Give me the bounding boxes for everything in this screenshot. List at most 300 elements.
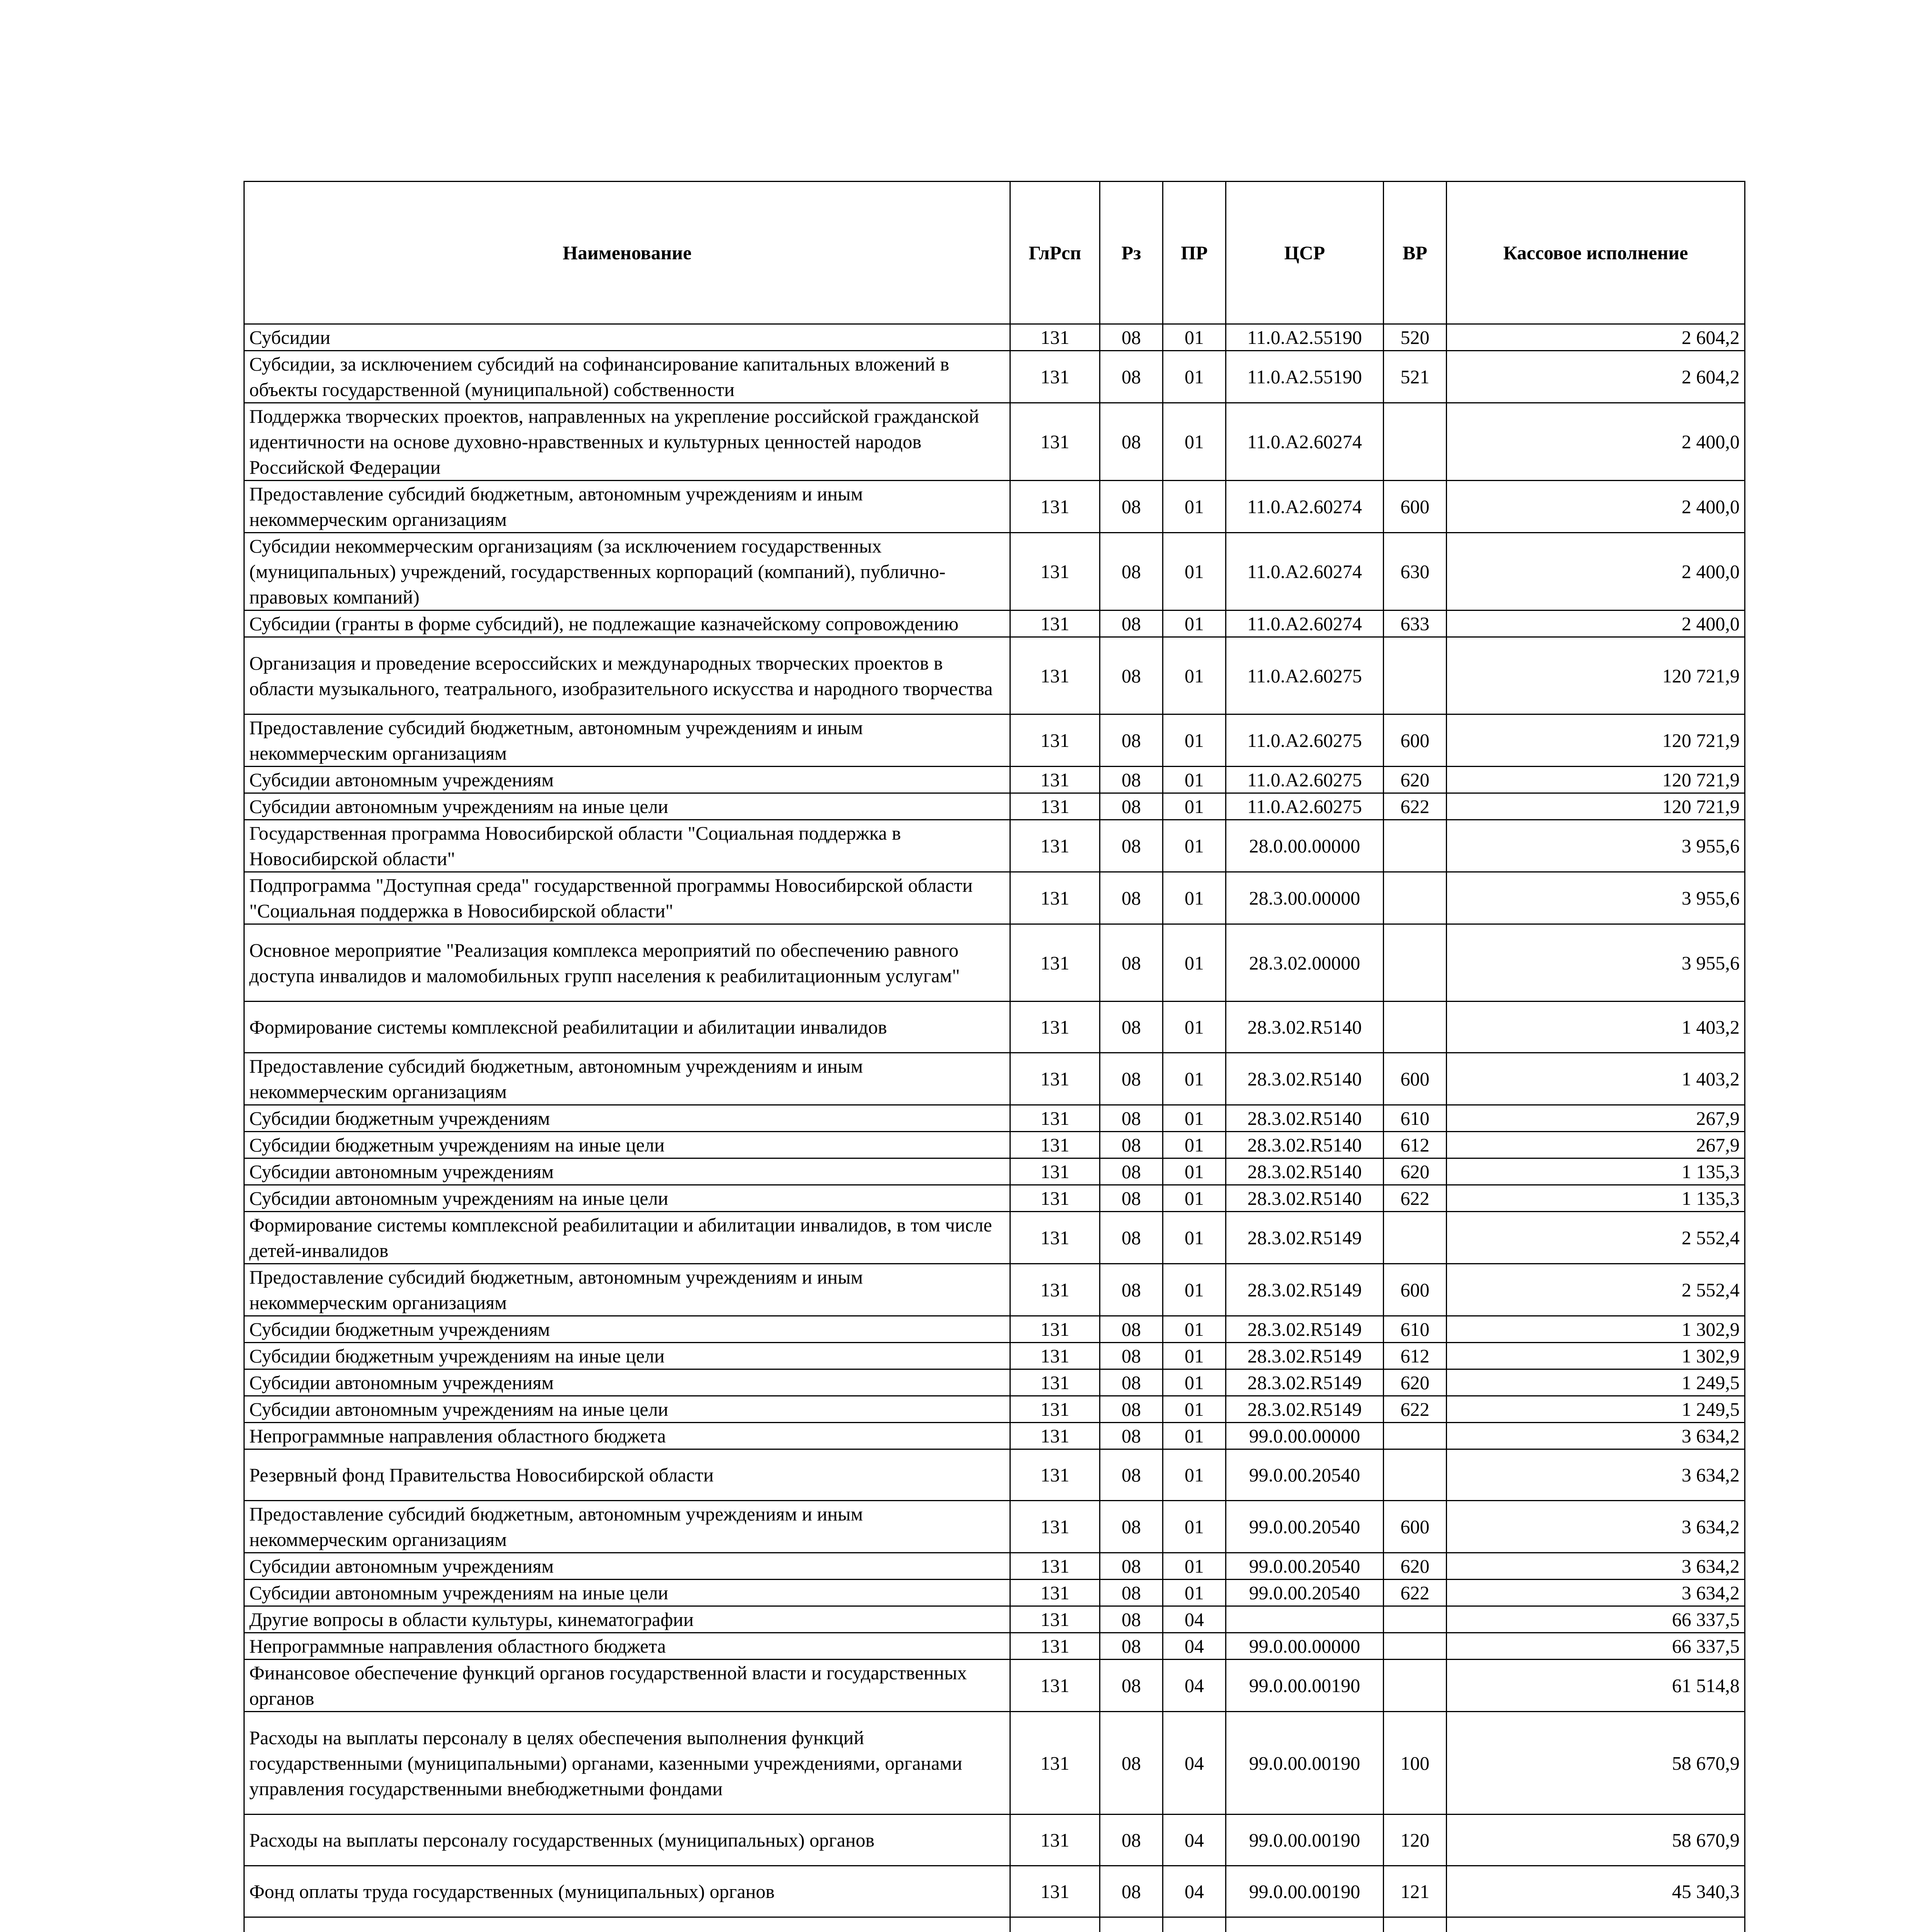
cell-name: Организация и проведение всероссийских и международных творческих проектов в области музыкального, театрального, изобразительного искусства и народного творчества (244, 637, 1010, 714)
cell-name: Предоставление субсидий бюджетным, автономным учреждениям и иным некоммерческим организациям (244, 714, 1010, 767)
cell-pr: 01 (1163, 1002, 1226, 1053)
cell-name (244, 1917, 1010, 1932)
cell-pr: 01 (1163, 351, 1226, 403)
cell-name: Другие вопросы в области культуры, кинематографии (244, 1606, 1010, 1633)
cell-csr: 28.3.02.R5149 (1226, 1396, 1384, 1423)
cell-glrsp: 131 (1010, 1815, 1100, 1866)
cell-pr: 01 (1163, 1423, 1226, 1449)
cell-vr: 100 (1384, 1712, 1447, 1815)
cell-pr: 01 (1163, 1501, 1226, 1553)
cell-vr (1384, 1606, 1447, 1633)
cell-pr: 01 (1163, 1553, 1226, 1580)
cell-pr: 01 (1163, 1580, 1226, 1606)
cell-rz: 08 (1100, 1660, 1163, 1712)
cell-pr: 01 (1163, 793, 1226, 820)
cell-csr: 28.3.02.R5149 (1226, 1316, 1384, 1343)
cell-rz: 08 (1100, 1501, 1163, 1553)
table-row (244, 1343, 1745, 1369)
cell-glrsp: 131 (1010, 1002, 1100, 1053)
header-pr: ПР (1163, 182, 1226, 324)
cell-name: Формирование системы комплексной реабилитации и абилитации инвалидов, в том числе детей-инвалидов (244, 1212, 1010, 1264)
cell-glrsp: 131 (1010, 820, 1100, 872)
table-row (244, 1132, 1745, 1158)
cell-amount: 2 552,4 (1447, 1264, 1745, 1316)
cell-amount: 3 955,6 (1447, 924, 1745, 1002)
cell-vr (1384, 1002, 1447, 1053)
cell-pr: 01 (1163, 714, 1226, 767)
table-row (244, 767, 1745, 793)
table-row (244, 1917, 1745, 1932)
cell-vr: 612 (1384, 1132, 1447, 1158)
cell-amount: 2 400,0 (1447, 481, 1745, 533)
cell-name: Субсидии бюджетным учреждениям на иные цели (244, 1343, 1010, 1369)
cell-pr: 01 (1163, 1316, 1226, 1343)
cell-rz: 08 (1100, 1712, 1163, 1815)
cell-amount: 120 721,9 (1447, 767, 1745, 793)
cell-name: Субсидии автономным учреждениям на иные цели (244, 1396, 1010, 1423)
cell-pr: 01 (1163, 872, 1226, 924)
cell-pr: 01 (1163, 1132, 1226, 1158)
cell-amount: 1 249,5 (1447, 1369, 1745, 1396)
cell-rz: 08 (1100, 481, 1163, 533)
cell-vr (1384, 637, 1447, 714)
cell-vr: 630 (1384, 533, 1447, 611)
cell-glrsp: 131 (1010, 1369, 1100, 1396)
cell-name: Резервный фонд Правительства Новосибирской области (244, 1449, 1010, 1501)
cell-vr (1384, 872, 1447, 924)
cell-vr: 120 (1384, 1815, 1447, 1866)
cell-name: Субсидии бюджетным учреждениям (244, 1316, 1010, 1343)
cell-vr: 620 (1384, 1158, 1447, 1185)
cell-pr: 01 (1163, 924, 1226, 1002)
cell-pr: 01 (1163, 1105, 1226, 1132)
cell-amount: 1 302,9 (1447, 1316, 1745, 1343)
cell-csr: 11.0.A2.60274 (1226, 611, 1384, 637)
table-row (244, 714, 1745, 767)
cell-amount: 2 400,0 (1447, 403, 1745, 481)
cell-csr: 99.0.00.00190 (1226, 1712, 1384, 1815)
cell-vr: 610 (1384, 1105, 1447, 1132)
cell-rz: 08 (1100, 1449, 1163, 1501)
cell-pr: 01 (1163, 1158, 1226, 1185)
cell-csr: 28.3.02.R5149 (1226, 1264, 1384, 1316)
cell-rz: 08 (1100, 1105, 1163, 1132)
cell-pr: 01 (1163, 637, 1226, 714)
cell-glrsp: 131 (1010, 1660, 1100, 1712)
cell-pr: 01 (1163, 1369, 1226, 1396)
header-vr: ВР (1384, 182, 1447, 324)
table-row (244, 820, 1745, 872)
cell-rz: 08 (1100, 1185, 1163, 1212)
cell-glrsp: 131 (1010, 1264, 1100, 1316)
cell-pr: 01 (1163, 1396, 1226, 1423)
table-row (244, 611, 1745, 637)
cell-glrsp: 131 (1010, 1580, 1100, 1606)
cell-name: Субсидии автономным учреждениям на иные цели (244, 793, 1010, 820)
cell-amount: 61 514,8 (1447, 1660, 1745, 1712)
cell-name: Непрограммные направления областного бюджета (244, 1633, 1010, 1660)
cell-pr: 01 (1163, 324, 1226, 351)
cell-vr (1384, 403, 1447, 481)
cell-amount: 3 634,2 (1447, 1501, 1745, 1553)
cell-rz: 08 (1100, 714, 1163, 767)
cell-glrsp: 131 (1010, 1132, 1100, 1158)
cell-glrsp: 131 (1010, 351, 1100, 403)
cell-amount: 58 670,9 (1447, 1712, 1745, 1815)
cell-name: Субсидии автономным учреждениям (244, 1553, 1010, 1580)
cell-vr: 600 (1384, 714, 1447, 767)
cell-name: Субсидии автономным учреждениям (244, 767, 1010, 793)
cell-amount: 1 302,9 (1447, 1343, 1745, 1369)
cell-name: Расходы на выплаты персоналу государственных (муниципальных) органов (244, 1815, 1010, 1866)
cell-csr: 99.0.00.00000 (1226, 1423, 1384, 1449)
table-row (244, 1633, 1745, 1660)
cell-csr: 11.0.A2.55190 (1226, 324, 1384, 351)
cell-glrsp: 131 (1010, 1396, 1100, 1423)
cell-rz: 08 (1100, 767, 1163, 793)
cell-csr: 99.0.00.20540 (1226, 1553, 1384, 1580)
cell-rz: 08 (1100, 637, 1163, 714)
cell-rz: 08 (1100, 1553, 1163, 1580)
cell-name: Предоставление субсидий бюджетным, автономным учреждениям и иным некоммерческим организациям (244, 1264, 1010, 1316)
cell-csr: 99.0.00.20540 (1226, 1501, 1384, 1553)
cell-pr: 04 (1163, 1815, 1226, 1866)
cell-glrsp: 131 (1010, 611, 1100, 637)
cell-vr: 521 (1384, 351, 1447, 403)
cell-pr: 01 (1163, 820, 1226, 872)
cell-rz: 08 (1100, 1158, 1163, 1185)
cell-amount: 2 400,0 (1447, 533, 1745, 611)
cell-rz: 08 (1100, 403, 1163, 481)
cell-rz: 08 (1100, 1132, 1163, 1158)
cell-glrsp: 131 (1010, 1866, 1100, 1917)
table-row (244, 1660, 1745, 1712)
cell-amount: 2 604,2 (1447, 351, 1745, 403)
cell-rz: 08 (1100, 1343, 1163, 1369)
cell-vr: 620 (1384, 767, 1447, 793)
cell-rz: 08 (1100, 793, 1163, 820)
table-row (244, 1185, 1745, 1212)
table-row (244, 1053, 1745, 1105)
cell-glrsp: 131 (1010, 924, 1100, 1002)
cell-vr: 600 (1384, 1264, 1447, 1316)
cell-vr: 620 (1384, 1553, 1447, 1580)
cell-amount: 120 721,9 (1447, 793, 1745, 820)
cell-csr: 28.3.02.R5140 (1226, 1053, 1384, 1105)
cell-csr: 99.0.00.00000 (1226, 1633, 1384, 1660)
cell-rz: 08 (1100, 1264, 1163, 1316)
table-row (244, 481, 1745, 533)
cell-vr (1384, 1423, 1447, 1449)
cell-csr (1226, 1606, 1384, 1633)
cell-vr: 610 (1384, 1316, 1447, 1343)
cell-name: Фонд оплаты труда государственных (муниципальных) органов (244, 1866, 1010, 1917)
cell-amount: 1 135,3 (1447, 1158, 1745, 1185)
table-row (244, 1553, 1745, 1580)
cell-vr (1384, 1660, 1447, 1712)
header-rz: Рз (1100, 182, 1163, 324)
cell-glrsp: 131 (1010, 637, 1100, 714)
cell-glrsp: 131 (1010, 403, 1100, 481)
cell-vr: 620 (1384, 1369, 1447, 1396)
cell-name: Субсидии (244, 324, 1010, 351)
cell-csr: 28.3.00.00000 (1226, 872, 1384, 924)
cell-pr: 01 (1163, 403, 1226, 481)
cell-pr: 01 (1163, 1212, 1226, 1264)
cell-vr (1384, 820, 1447, 872)
cell-csr: 11.0.A2.60275 (1226, 637, 1384, 714)
table-row (244, 1423, 1745, 1449)
table-row (244, 1158, 1745, 1185)
cell-csr: 11.0.A2.60274 (1226, 533, 1384, 611)
cell-pr: 01 (1163, 1343, 1226, 1369)
table-row (244, 1712, 1745, 1815)
cell-glrsp: 131 (1010, 1105, 1100, 1132)
header-name: Наименование (244, 182, 1010, 324)
cell-amount: 1 135,3 (1447, 1185, 1745, 1212)
cell-amount: 3 955,6 (1447, 820, 1745, 872)
cell-name: Предоставление субсидий бюджетным, автономным учреждениям и иным некоммерческим организациям (244, 1501, 1010, 1553)
cell-glrsp: 131 (1010, 1343, 1100, 1369)
table-row (244, 637, 1745, 714)
table-row (244, 1369, 1745, 1396)
cell-pr: 04 (1163, 1633, 1226, 1660)
cell-vr: 622 (1384, 1580, 1447, 1606)
cell-glrsp: 131 (1010, 1316, 1100, 1343)
cell-vr: 520 (1384, 324, 1447, 351)
table-row (244, 1606, 1745, 1633)
cell-glrsp: 131 (1010, 1449, 1100, 1501)
cell-rz: 08 (1100, 1580, 1163, 1606)
cell-glrsp: 131 (1010, 481, 1100, 533)
cell-name: Субсидии бюджетным учреждениям на иные цели (244, 1132, 1010, 1158)
cell-glrsp: 131 (1010, 1212, 1100, 1264)
cell-vr (1384, 1917, 1447, 1932)
cell-amount: 267,9 (1447, 1105, 1745, 1132)
table-row (244, 1105, 1745, 1132)
cell-glrsp: 131 (1010, 1712, 1100, 1815)
cell-vr: 622 (1384, 1396, 1447, 1423)
table-row (244, 793, 1745, 820)
cell-glrsp: 131 (1010, 1185, 1100, 1212)
cell-csr: 28.3.02.R5149 (1226, 1369, 1384, 1396)
cell-amount: 3 634,2 (1447, 1423, 1745, 1449)
cell-amount: 66 337,5 (1447, 1606, 1745, 1633)
cell-rz: 08 (1100, 820, 1163, 872)
table-row (244, 403, 1745, 481)
cell-name: Государственная программа Новосибирской области "Социальная поддержка в Новосибирской области" (244, 820, 1010, 872)
cell-pr: 01 (1163, 533, 1226, 611)
cell-csr: 28.3.02.R5140 (1226, 1002, 1384, 1053)
cell-amount: 3 634,2 (1447, 1449, 1745, 1501)
cell-vr (1384, 1212, 1447, 1264)
cell-csr: 28.3.02.00000 (1226, 924, 1384, 1002)
cell-rz: 08 (1100, 924, 1163, 1002)
cell-name: Расходы на выплаты персоналу в целях обеспечения выполнения функций государственными (муниципальными) органами, казенными учреждениями, органами управления государственными внебюджетными фондами (244, 1712, 1010, 1815)
cell-pr: 01 (1163, 481, 1226, 533)
cell-pr: 01 (1163, 767, 1226, 793)
cell-amount: 3 634,2 (1447, 1553, 1745, 1580)
cell-csr: 28.0.00.00000 (1226, 820, 1384, 872)
cell-glrsp (1010, 1917, 1100, 1932)
cell-csr (1226, 1917, 1384, 1932)
table-row (244, 351, 1745, 403)
cell-name: Формирование системы комплексной реабилитации и абилитации инвалидов (244, 1002, 1010, 1053)
cell-csr: 28.3.02.R5140 (1226, 1105, 1384, 1132)
table-row (244, 1396, 1745, 1423)
cell-rz: 08 (1100, 1633, 1163, 1660)
cell-rz: 08 (1100, 533, 1163, 611)
cell-rz: 08 (1100, 324, 1163, 351)
cell-rz: 08 (1100, 611, 1163, 637)
cell-vr (1384, 1449, 1447, 1501)
cell-csr: 99.0.00.00190 (1226, 1660, 1384, 1712)
cell-name: Субсидии некоммерческим организациям (за исключением государственных (муниципальных) учреждений, государственных корпораций (компаний), публично-правовых компаний) (244, 533, 1010, 611)
cell-pr: 04 (1163, 1606, 1226, 1633)
cell-glrsp: 131 (1010, 1553, 1100, 1580)
cell-csr: 99.0.00.20540 (1226, 1449, 1384, 1501)
cell-pr: 04 (1163, 1660, 1226, 1712)
cell-glrsp: 131 (1010, 767, 1100, 793)
table-row (244, 1002, 1745, 1053)
cell-rz: 08 (1100, 1606, 1163, 1633)
cell-csr: 28.3.02.R5140 (1226, 1132, 1384, 1158)
cell-name: Подпрограмма "Доступная среда" государственной программы Новосибирской области "Социальная поддержка в Новосибирской области" (244, 872, 1010, 924)
table-row (244, 924, 1745, 1002)
cell-name: Основное мероприятие "Реализация комплекса мероприятий по обеспечению равного доступа инвалидов и маломобильных групп населения к реабилитационным услугам" (244, 924, 1010, 1002)
cell-pr (1163, 1917, 1226, 1932)
cell-csr: 99.0.00.20540 (1226, 1580, 1384, 1606)
cell-amount: 2 400,0 (1447, 611, 1745, 637)
cell-amount: 267,9 (1447, 1132, 1745, 1158)
cell-glrsp: 131 (1010, 714, 1100, 767)
cell-vr: 612 (1384, 1343, 1447, 1369)
table-row (244, 1815, 1745, 1866)
table-row (244, 533, 1745, 611)
cell-csr: 28.3.02.R5140 (1226, 1185, 1384, 1212)
cell-vr: 121 (1384, 1866, 1447, 1917)
cell-glrsp: 131 (1010, 1053, 1100, 1105)
cell-csr: 11.0.A2.60275 (1226, 767, 1384, 793)
cell-rz: 08 (1100, 1423, 1163, 1449)
cell-pr: 01 (1163, 1264, 1226, 1316)
cell-rz: 08 (1100, 872, 1163, 924)
table-row (244, 872, 1745, 924)
cell-glrsp: 131 (1010, 1423, 1100, 1449)
cell-amount: 58 670,9 (1447, 1815, 1745, 1866)
cell-glrsp: 131 (1010, 872, 1100, 924)
cell-vr (1384, 924, 1447, 1002)
cell-rz: 08 (1100, 1002, 1163, 1053)
cell-name: Субсидии автономным учреждениям на иные цели (244, 1580, 1010, 1606)
header-glrsp: ГлРсп (1010, 182, 1100, 324)
header-amount: Кассовое исполнение (1447, 182, 1745, 324)
table-row (244, 1264, 1745, 1316)
cell-amount: 3 634,2 (1447, 1580, 1745, 1606)
cell-name: Субсидии, за исключением субсидий на софинансирование капитальных вложений в объекты государственной (муниципальной) собственности (244, 351, 1010, 403)
header-csr: ЦСР (1226, 182, 1384, 324)
cell-vr: 600 (1384, 1053, 1447, 1105)
cell-pr: 01 (1163, 611, 1226, 637)
cell-amount: 120 721,9 (1447, 637, 1745, 714)
cell-amount (1447, 1917, 1745, 1932)
cell-pr: 04 (1163, 1866, 1226, 1917)
cell-glrsp: 131 (1010, 1606, 1100, 1633)
cell-rz (1100, 1917, 1163, 1932)
table-body (244, 324, 1745, 1932)
cell-rz: 08 (1100, 1815, 1163, 1866)
table-row (244, 1580, 1745, 1606)
cell-rz: 08 (1100, 1316, 1163, 1343)
cell-csr: 11.0.A2.60275 (1226, 793, 1384, 820)
cell-rz: 08 (1100, 1396, 1163, 1423)
cell-amount: 2 604,2 (1447, 324, 1745, 351)
cell-vr: 633 (1384, 611, 1447, 637)
cell-amount: 1 249,5 (1447, 1396, 1745, 1423)
cell-csr: 99.0.00.00190 (1226, 1866, 1384, 1917)
cell-glrsp: 131 (1010, 1158, 1100, 1185)
cell-amount: 45 340,3 (1447, 1866, 1745, 1917)
cell-glrsp: 131 (1010, 793, 1100, 820)
cell-vr: 622 (1384, 793, 1447, 820)
table-row (244, 324, 1745, 351)
cell-glrsp: 131 (1010, 324, 1100, 351)
cell-csr: 28.3.02.R5140 (1226, 1158, 1384, 1185)
budget-table (243, 181, 1745, 1932)
cell-vr: 600 (1384, 481, 1447, 533)
cell-name: Финансовое обеспечение функций органов государственной власти и государственных органов (244, 1660, 1010, 1712)
cell-csr: 99.0.00.00190 (1226, 1815, 1384, 1866)
cell-name: Поддержка творческих проектов, направленных на укрепление российской гражданской идентичности на основе духовно-нравственных и культурных ценностей народов Российской Федерации (244, 403, 1010, 481)
cell-amount: 1 403,2 (1447, 1053, 1745, 1105)
cell-vr: 600 (1384, 1501, 1447, 1553)
cell-pr: 01 (1163, 1185, 1226, 1212)
cell-vr (1384, 1633, 1447, 1660)
cell-csr: 11.0.A2.55190 (1226, 351, 1384, 403)
table-row (244, 1449, 1745, 1501)
cell-amount: 1 403,2 (1447, 1002, 1745, 1053)
cell-csr: 11.0.A2.60275 (1226, 714, 1384, 767)
cell-csr: 11.0.A2.60274 (1226, 481, 1384, 533)
cell-glrsp: 131 (1010, 1501, 1100, 1553)
cell-amount: 66 337,5 (1447, 1633, 1745, 1660)
cell-amount: 3 955,6 (1447, 872, 1745, 924)
cell-pr: 04 (1163, 1712, 1226, 1815)
table-header-row (244, 182, 1745, 324)
cell-csr: 28.3.02.R5149 (1226, 1212, 1384, 1264)
table-row (244, 1212, 1745, 1264)
cell-name: Субсидии автономным учреждениям на иные цели (244, 1185, 1010, 1212)
table-row (244, 1866, 1745, 1917)
cell-name: Предоставление субсидий бюджетным, автономным учреждениям и иным некоммерческим организациям (244, 481, 1010, 533)
cell-rz: 08 (1100, 351, 1163, 403)
cell-csr: 28.3.02.R5149 (1226, 1343, 1384, 1369)
cell-name: Непрограммные направления областного бюджета (244, 1423, 1010, 1449)
cell-csr: 11.0.A2.60274 (1226, 403, 1384, 481)
cell-name: Субсидии автономным учреждениям (244, 1158, 1010, 1185)
cell-rz: 08 (1100, 1369, 1163, 1396)
cell-name: Субсидии (гранты в форме субсидий), не подлежащие казначейскому сопровождению (244, 611, 1010, 637)
cell-rz: 08 (1100, 1053, 1163, 1105)
cell-rz: 08 (1100, 1866, 1163, 1917)
cell-name: Предоставление субсидий бюджетным, автономным учреждениям и иным некоммерческим организациям (244, 1053, 1010, 1105)
table-row (244, 1316, 1745, 1343)
cell-glrsp: 131 (1010, 1633, 1100, 1660)
cell-amount: 2 552,4 (1447, 1212, 1745, 1264)
cell-amount: 120 721,9 (1447, 714, 1745, 767)
cell-rz: 08 (1100, 1212, 1163, 1264)
cell-vr: 622 (1384, 1185, 1447, 1212)
